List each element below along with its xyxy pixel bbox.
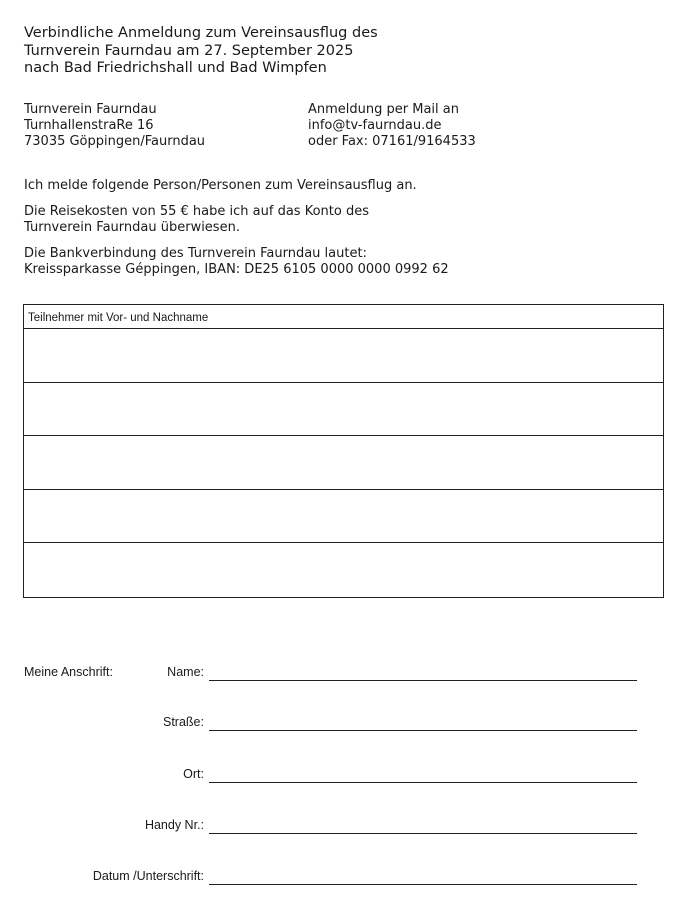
registration-statement: Ich melde folgende Person/Personen zum Vereinsausflug an. (24, 178, 417, 193)
contact-info (308, 102, 476, 150)
address-section-label: Meine Anschrift: (24, 665, 113, 679)
phone-field (0, 818, 680, 838)
name-input-line[interactable] (209, 680, 637, 681)
participant-row[interactable] (24, 383, 663, 437)
payment-line: Die Reisekosten von 55 € habe ich auf das Konto des (24, 204, 369, 219)
title-line: nach Bad Friedrichshall und Bad Wimpfen (24, 60, 327, 76)
name-label: Name: (167, 665, 204, 679)
participant-row[interactable] (24, 329, 663, 383)
payment-statement (24, 204, 369, 236)
date-signature-field (0, 869, 680, 889)
phone-input-line[interactable] (209, 833, 637, 834)
participant-row[interactable] (24, 543, 663, 597)
title-line: Verbindliche Anmeldung zum Vereinsausflug des (24, 25, 378, 41)
participant-row[interactable] (24, 436, 663, 490)
document-title (24, 25, 378, 78)
organization-address (24, 102, 205, 150)
org-city: 73035 Göppingen/Faurndau (24, 134, 206, 149)
bank-line: Die Bankverbindung des Turnverein Faurndau lautet: (24, 246, 367, 261)
title-line: Turnverein Faurndau am 27. September 2025 (24, 42, 354, 59)
participant-row[interactable] (24, 490, 663, 544)
contact-intro: Anmeldung per Mail an (308, 102, 459, 117)
org-name: Turnverein Faurndau (24, 102, 157, 117)
payment-line: Turnverein Faurndau überwiesen. (24, 220, 240, 235)
date-signature-label: Datum /Unterschrift: (92, 869, 204, 883)
date-signature-input-line[interactable] (209, 884, 637, 885)
contact-email: info@tv-faurndau.de (308, 118, 442, 133)
org-street: TurnhallenstraRe 16 (24, 118, 154, 133)
participants-table-header: Teilnehmer mit Vor- und Nachname (24, 305, 663, 329)
phone-label: Handy Nr.: (144, 818, 204, 832)
name-field (0, 665, 680, 685)
bank-line: Kreissparkasse Géppingen, IBAN: DE25 6105 0000 0000 0992 62 (24, 262, 449, 277)
bank-details (24, 246, 449, 278)
city-field (0, 767, 680, 787)
city-input-line[interactable] (209, 782, 637, 783)
participants-table (23, 304, 664, 598)
city-label: Ort: (183, 767, 204, 781)
street-label: Straße: (163, 715, 204, 729)
contact-fax: oder Fax: 07161/9164533 (308, 134, 476, 149)
street-field (0, 715, 680, 735)
street-input-line[interactable] (209, 730, 637, 731)
